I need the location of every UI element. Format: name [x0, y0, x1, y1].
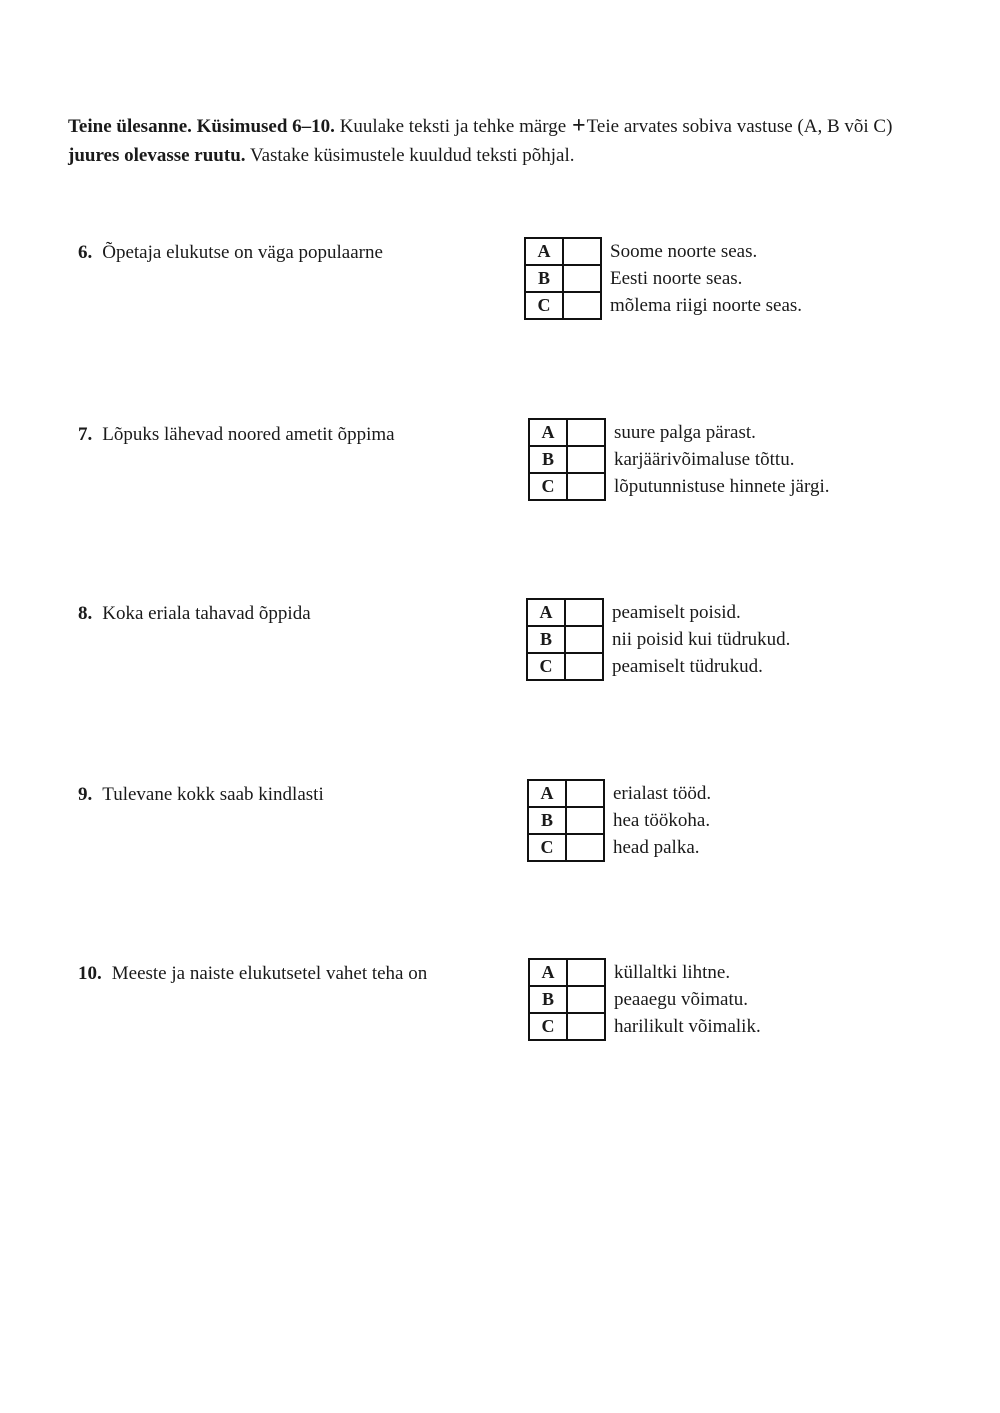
option-letter: B [527, 626, 565, 653]
answer-row [529, 473, 830, 500]
instructions-title: Teine ülesanne. Küsimused 6–10. [68, 116, 335, 137]
option-text: peaaegu võimatu. [614, 988, 749, 1010]
option-letter: B [529, 986, 567, 1013]
answer-row [525, 265, 802, 292]
answer-checkbox[interactable] [563, 238, 601, 265]
question-text: Koka eriala tahavad õppida [102, 603, 311, 624]
answer-checkbox[interactable] [567, 446, 605, 473]
option-letter: A [529, 419, 567, 446]
answer-table-10 [528, 958, 762, 1041]
question-text: Tulevane kokk saab kindlasti [102, 784, 324, 805]
option-letter: B [528, 807, 566, 834]
answer-checkbox[interactable] [567, 959, 605, 986]
option-text: nii poisid kui tüdrukud. [612, 628, 791, 650]
option-text: Eesti noorte seas. [610, 267, 743, 289]
option-letter: C [527, 653, 565, 680]
answer-row [527, 626, 791, 653]
option-text: peamiselt tüdrukud. [612, 655, 763, 677]
option-text: erialast tööd. [613, 782, 712, 804]
option-letter: C [528, 834, 566, 861]
answer-checkbox[interactable] [565, 653, 603, 680]
question-text: Meeste ja naiste elukutsetel vahet teha on [111, 963, 428, 984]
question-number: 9. [78, 784, 93, 805]
answer-row [529, 419, 830, 446]
answer-checkbox[interactable] [567, 986, 605, 1013]
option-text: harilikult võimalik. [614, 1015, 761, 1037]
instructions-text: Kuulake teksti ja tehke märge [339, 116, 567, 137]
question-number: 7. [78, 424, 93, 445]
question-text: Õpetaja elukutse on väga populaarne [102, 242, 383, 263]
option-letter: A [528, 780, 566, 807]
answer-checkbox[interactable] [566, 834, 604, 861]
answer-row [527, 599, 791, 626]
option-text: Soome noorte seas. [610, 240, 758, 262]
answer-row [528, 834, 712, 861]
question-number: 10. [78, 963, 102, 984]
answer-table-7 [528, 418, 831, 501]
answer-checkbox[interactable] [567, 473, 605, 500]
option-letter: A [529, 959, 567, 986]
option-letter: A [527, 599, 565, 626]
instructions-text-cont: Teie arvates sobiva vastuse (A, B või C) [586, 116, 893, 137]
answer-row [525, 238, 802, 265]
option-letter: B [525, 265, 563, 292]
question-number: 8. [78, 603, 93, 624]
answer-checkbox[interactable] [566, 780, 604, 807]
answer-row [528, 807, 712, 834]
answer-row [529, 986, 761, 1013]
answer-checkbox[interactable] [563, 265, 601, 292]
option-letter: C [529, 1013, 567, 1040]
answer-table-8 [526, 598, 792, 681]
answer-checkbox[interactable] [565, 599, 603, 626]
answer-checkbox[interactable] [567, 1013, 605, 1040]
question-10 [78, 962, 427, 986]
answer-row [529, 446, 830, 473]
option-text: karjäärivõimaluse tõttu. [614, 448, 795, 470]
answer-checkbox[interactable] [566, 807, 604, 834]
instructions-line2: Vastake küsimustele kuuldud teksti põhjal. [249, 145, 575, 166]
option-text: head palka. [613, 836, 700, 858]
option-text: küllaltki lihtne. [614, 961, 731, 983]
answer-table-9 [527, 779, 713, 862]
option-letter: C [525, 292, 563, 319]
answer-checkbox[interactable] [563, 292, 601, 319]
option-text: mõlema riigi noorte seas. [610, 294, 803, 316]
answer-table-6 [524, 237, 803, 320]
answer-checkbox[interactable] [567, 419, 605, 446]
question-8 [78, 602, 311, 626]
answer-row [528, 780, 712, 807]
question-6 [78, 241, 383, 265]
question-7 [78, 423, 395, 447]
plus-mark-icon: + [571, 113, 586, 139]
answer-row [529, 1013, 761, 1040]
option-text: lõputunnistuse hinnete järgi. [614, 475, 830, 497]
answer-checkbox[interactable] [565, 626, 603, 653]
answer-row [525, 292, 802, 319]
instructions-line2-bold: juures olevasse ruutu. [68, 145, 246, 166]
option-letter: C [529, 473, 567, 500]
option-letter: A [525, 238, 563, 265]
instructions [68, 112, 958, 170]
option-text: hea töökoha. [613, 809, 711, 831]
question-number: 6. [78, 242, 93, 263]
option-text: suure palga pärast. [614, 421, 756, 443]
option-letter: B [529, 446, 567, 473]
answer-row [529, 959, 761, 986]
question-text: Lõpuks lähevad noored ametit õppima [102, 424, 395, 445]
question-9 [78, 783, 324, 807]
answer-row [527, 653, 791, 680]
option-text: peamiselt poisid. [612, 601, 741, 623]
